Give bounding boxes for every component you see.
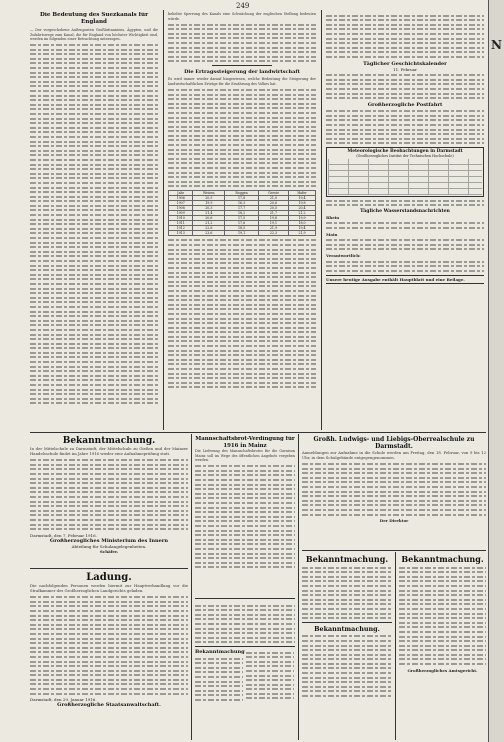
rhein-label: Rhein xyxy=(326,214,340,220)
ertrag-cell: 21,9 xyxy=(289,231,316,236)
pegel-headline: Tägliche Wasserstandsnachrichten xyxy=(360,208,450,214)
ertrag-cell: 19,8 xyxy=(289,201,316,206)
meteo-subline: (Großherzogliches Institut der Technischen Hochschule) xyxy=(356,154,454,159)
ladung-body: Die nachfolgenden Personen werden hiermit zur Hauptverhandlung vor die Strafkammer des Großherzoglichen Landgerichts geladen. xyxy=(30,583,188,593)
ertrag-cell: 1908 xyxy=(169,206,193,211)
ertrag-cell: 18,5 xyxy=(225,226,259,231)
ertrag-cell: 1912 xyxy=(169,226,193,231)
ertrag-header-cell: Jahr xyxy=(169,191,193,196)
bekanntmachung-title-3: Bekanntmachung xyxy=(195,648,245,655)
bekanntmachung-mittelschule xyxy=(30,436,188,566)
ertrag-cell: 20,3 xyxy=(193,206,225,211)
ertrag-header-cell: Hafer xyxy=(289,191,316,196)
column-rule-b1 xyxy=(191,434,192,740)
ladung-block xyxy=(30,572,188,738)
ertrag-table xyxy=(168,190,316,236)
rule-os xyxy=(302,550,486,551)
bekanntmachung-title-4: Bekanntmachung. xyxy=(401,554,484,564)
ertrag-header-cell: Gerste xyxy=(258,191,288,196)
column-suezkanal xyxy=(30,12,158,430)
adjacent-page-letter: N xyxy=(491,38,502,52)
column-rule-1 xyxy=(163,10,164,430)
ertrag-cell: 22,6 xyxy=(193,226,225,231)
ertrag-cell: 21,2 xyxy=(289,211,316,216)
ertrag-cell: 17,6 xyxy=(225,221,259,226)
meteo-table xyxy=(328,159,482,195)
meteo-headline: Meteorologische Beobachtungen in Darmstadt xyxy=(347,149,463,155)
ertrag-cell: 21,2 xyxy=(193,221,225,226)
ertrag-cell: 21,7 xyxy=(258,211,288,216)
amtsgericht-sign: Großherzogliches Amtsgericht. xyxy=(407,667,478,673)
ertrag-cell: 17,7 xyxy=(225,206,259,211)
bekanntmachung-date-1: Darmstadt, den 7. Februar 1916. xyxy=(30,532,97,538)
column-landwirtschaft xyxy=(168,12,316,430)
column-rule-2 xyxy=(321,10,322,430)
ertrag-cell: 23,6 xyxy=(193,231,225,236)
ministerium-sign: Großherzogliches Ministerium des Innern xyxy=(49,537,169,544)
bekanntmachung-middle xyxy=(195,602,295,738)
abteilung-sign: Abteilung für Schulangelegenheiten. xyxy=(71,543,147,549)
ertrag-cell: 1913 xyxy=(169,231,193,236)
ertrag-cell: 20,6 xyxy=(193,216,225,221)
mannschaftsbrot-title: Mannschaftsbrot-Verdingung für 1916 in Mainz xyxy=(195,436,295,449)
oberrealschule-block xyxy=(302,436,486,548)
ertrag-header-cell: Roggen xyxy=(225,191,259,196)
landwirtschaft-headline: Die Ertragssteigerung der landwirtschaft xyxy=(184,69,300,76)
ertrag-cell: 19,9 xyxy=(289,216,316,221)
ertrag-cell: 21,4 xyxy=(193,211,225,216)
ertrag-cell: 21,0 xyxy=(258,196,288,201)
rule-ladung xyxy=(30,568,188,569)
main-label: Main xyxy=(326,231,338,237)
ertrag-cell: 20,5 xyxy=(258,206,288,211)
mannschaftsbrot-block xyxy=(195,436,295,596)
ertrag-cell: 19,1 xyxy=(258,221,288,226)
geschichtskalender-date: 11. Februar xyxy=(393,66,417,72)
ertrag-cell: 20,6 xyxy=(258,201,288,206)
mannschaftsbrot-body: Die Lieferung des Mannschaftsbrotes für die Garnison Mainz soll im Wege des öffentlichen Angebots vergeben werden. xyxy=(195,449,295,463)
ertrag-cell: 22,3 xyxy=(258,231,288,236)
ertrag-cell: 20,5 xyxy=(193,196,225,201)
section-rule xyxy=(30,432,486,433)
ausgabe-notice: Unsere heutige Ausgabe enthält Hauptblatt und eine Beilage. xyxy=(326,275,484,284)
staatsanwaltschaft-sign: Großherzogliche Staatsanwaltschaft. xyxy=(57,702,161,709)
bekanntmachung-title-1: Bekanntmachung. xyxy=(62,436,156,446)
ertrag-header-cell: Weizen xyxy=(193,191,225,196)
ertrag-cell: 18,2 xyxy=(225,211,259,216)
oberrealschule-title: Großh. Ludwigs- und Liebigs-Oberrealschule zu Darmstadt. xyxy=(313,436,475,451)
ertrag-cell: 1909 xyxy=(169,211,193,216)
ladung-date: Darmstadt, den 29. Januar 1916. xyxy=(30,697,97,703)
column-rule-b3 xyxy=(395,552,396,740)
col2-intro: beliebte Sperrung des Kanals eine Schwächung der englischen Stellung bedeuten würde. xyxy=(168,12,316,21)
bekanntmachung-title-5: Bekanntmachung. xyxy=(314,624,380,633)
ertrag-cell: 17,5 xyxy=(225,216,259,221)
schaefer-sign: Schäfer. xyxy=(99,548,119,554)
bekanntmachung-title-2: Bekanntmachung. xyxy=(305,554,389,564)
ertrag-cell: 1910 xyxy=(169,216,193,221)
bekanntmachung-right xyxy=(399,554,486,738)
oberrealschule-body: Anmeldungen zur Aufnahme in die Schule werden am Freitag, den 18. Februar, von 9 bis 12 Uhr, in dem Schulgebäude entgegengenommen. xyxy=(302,449,486,460)
column-rule-b2 xyxy=(298,434,299,740)
ertrag-cell: 18,0 xyxy=(289,221,316,226)
ertrag-cell: 1906 xyxy=(169,196,193,201)
ertrag-cell: 19,4 xyxy=(289,196,316,201)
suezkanal-headline: Die Bedeutung des Suezkanals für England xyxy=(39,12,149,25)
ladung-title: Ladung. xyxy=(86,572,132,583)
ertrag-cell: 19,8 xyxy=(258,216,288,221)
ertrag-cell: 1911 xyxy=(169,221,193,226)
ertrag-cell: 17,8 xyxy=(225,196,259,201)
adjacent-page-edge xyxy=(488,0,504,742)
geschichtskalender-headline: Täglicher Geschichtskalender xyxy=(363,60,447,67)
meteo-box xyxy=(326,147,484,197)
ertrag-cell: 1907 xyxy=(169,201,193,206)
ertrag-cell: 19,9 xyxy=(193,201,225,206)
landwirtschaft-body: Es wird immer wieder darauf hingewiesen, welche Bedeutung die Steigerung der landwirtschaftlichen Erträge für die Ernährung des Volkes hat. xyxy=(168,77,316,86)
verantwortlich-label: Verantwortlich: xyxy=(326,252,361,258)
ertrag-cell: 19,1 xyxy=(225,231,259,236)
bekanntmachung-body-1: In der Mittelschule zu Darmstadt, der Mittelschule zu Gießen und der Mainzer Handelsschule findet im Jahre 1916 wieder eine Aufnahmeprüfung statt. xyxy=(30,446,188,456)
ertrag-cell: 19,4 xyxy=(289,226,316,231)
ertrag-cell: 16,3 xyxy=(225,201,259,206)
ertrag-cell: 20,4 xyxy=(289,206,316,211)
suezkanal-body: — Der vorgeschobene Außenposten Großbritanniens, Ägypten, und die Zufahrtswege zum Kanal, die für England von höchster Wichtigkeit sind, werden im folgenden einer Betrachtung unterzogen. xyxy=(30,28,158,41)
oberrealschule-sign: Der Direktor xyxy=(379,518,409,524)
bekanntmachung-left xyxy=(302,554,392,738)
rule-mb xyxy=(195,598,295,599)
column-kalender xyxy=(326,12,484,430)
page-number: 249 xyxy=(236,2,250,10)
ertrag-cell: 21,9 xyxy=(258,226,288,231)
ertrag-row xyxy=(169,231,316,236)
postfahrt-headline: Großherzogliche Postfahrt xyxy=(367,101,443,108)
